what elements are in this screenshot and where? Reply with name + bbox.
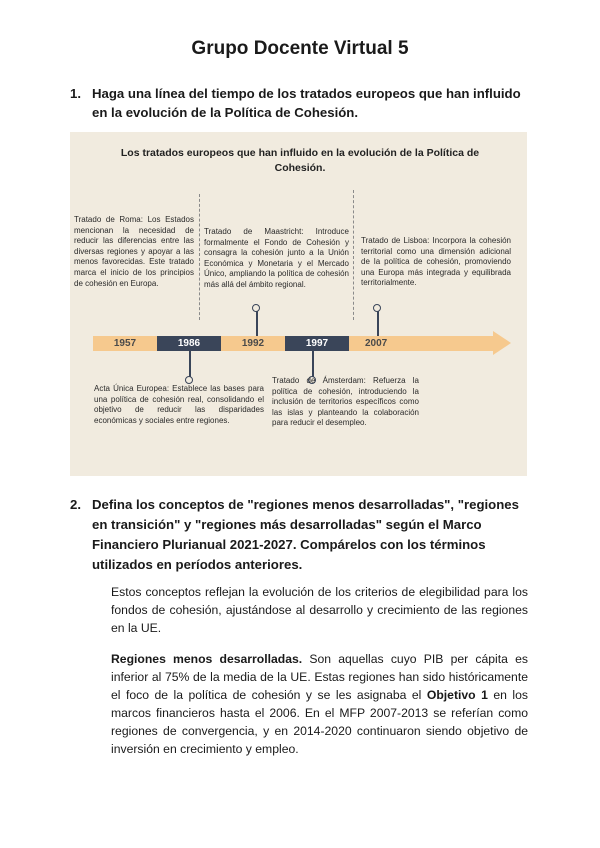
timeline-title: Los tratados europeos que han influido en la evolución de la Política de Cohesión. — [120, 147, 480, 174]
question-2 — [70, 495, 528, 575]
term-regiones-menos-desarrolladas: Regiones menos desarrolladas. — [111, 652, 303, 666]
pin-1986-dot — [185, 376, 193, 384]
answer-regiones-menos-desarrolladas — [111, 650, 528, 758]
pin-1986-line — [189, 351, 191, 378]
answer-intro: Estos conceptos reflejan la evolución de los criterios de elegibilidad para los fondos de cohesión, ajustándose al desarrollo y crecimiento de las regiones en la UE. — [111, 585, 528, 635]
year-1992: 1992 — [221, 336, 285, 351]
separator-left — [199, 194, 200, 320]
event-tratado-lisboa: Tratado de Lisboa: Incorpora la cohesión territorial como una dimensión adicional de la política de cohesión, promoviendo una Europa más integrada y equilibrada territorialmente. — [361, 236, 511, 288]
pin-1992-dot — [252, 304, 260, 312]
definition-part-a: Son aquellas cuyo PIB per cápita es inferior al 75% de la media de la UE. Estas regiones han sido históricamente el foco de la política de cohesión y se les asignaba el — [111, 652, 528, 702]
event-acta-unica: Acta Única Europea: Establece las bases para una política de cohesión real, consolidando el objetivo de reducir las disparidades económicas y sociales entre regiones. — [94, 384, 264, 425]
pin-1997-line — [312, 351, 314, 378]
term-objetivo-1: Objetivo 1 — [426, 688, 488, 702]
pin-1992-line — [256, 311, 258, 336]
pin-2007-dot — [373, 304, 381, 312]
event-tratado-roma: Tratado de Roma: Los Estados mencionan la necesidad de reducir las diferencias entre las diversas regiones y apoyar a las menos favorecidas. Este tratado marca el inicio de los principios de cohesión en Europa. — [74, 215, 194, 288]
question-1-number: 1. — [70, 86, 81, 101]
question-2-number: 2. — [70, 497, 81, 512]
question-1-text: Haga una línea del tiempo de los tratados europeos que han influido en la evolución de la Política de Cohesión. — [92, 86, 521, 120]
document-title: Grupo Docente Virtual 5 — [191, 38, 409, 59]
year-1957: 1957 — [93, 336, 157, 351]
definition-part-b: en los marcos financieros hasta el 2006. En el MFP 2007-2013 se referían como regiones de convergencia, y en 2014-2020 continuaron siendo objetivo de inversión en crecimiento y empleo. — [111, 688, 528, 756]
year-2007: 2007 — [349, 336, 493, 351]
year-1986: 1986 — [157, 336, 221, 351]
event-tratado-amsterdam: Tratado de Ámsterdam: Refuerza la política de cohesión, introduciendo la inclusión de territorios específicos como las islas y planteando la colaboración para reducir el desempleo. — [272, 376, 419, 428]
separator-right — [353, 190, 354, 320]
timeline-infographic — [70, 132, 527, 476]
question-1 — [70, 84, 528, 122]
question-2-text: Defina los conceptos de "regiones menos desarrolladas", "regiones en transición" y "regiones más desarrolladas" según el Marco Financiero Plurianual 2021-2027. Compárelos con los términos utilizados en períodos anteriores. — [92, 497, 519, 572]
year-1997: 1997 — [285, 336, 349, 351]
timeline-bar — [93, 336, 493, 351]
event-tratado-maastricht: Tratado de Maastricht: Introduce formalmente el Fondo de Cohesión y consagra la cohesión junto a la Unión Económica y Monetaria y el Mercado Único, ampliando la política de cohesión más allá del ámbito regional. — [204, 227, 349, 289]
pin-2007-line — [377, 311, 379, 336]
timeline-arrow-head — [493, 331, 511, 355]
